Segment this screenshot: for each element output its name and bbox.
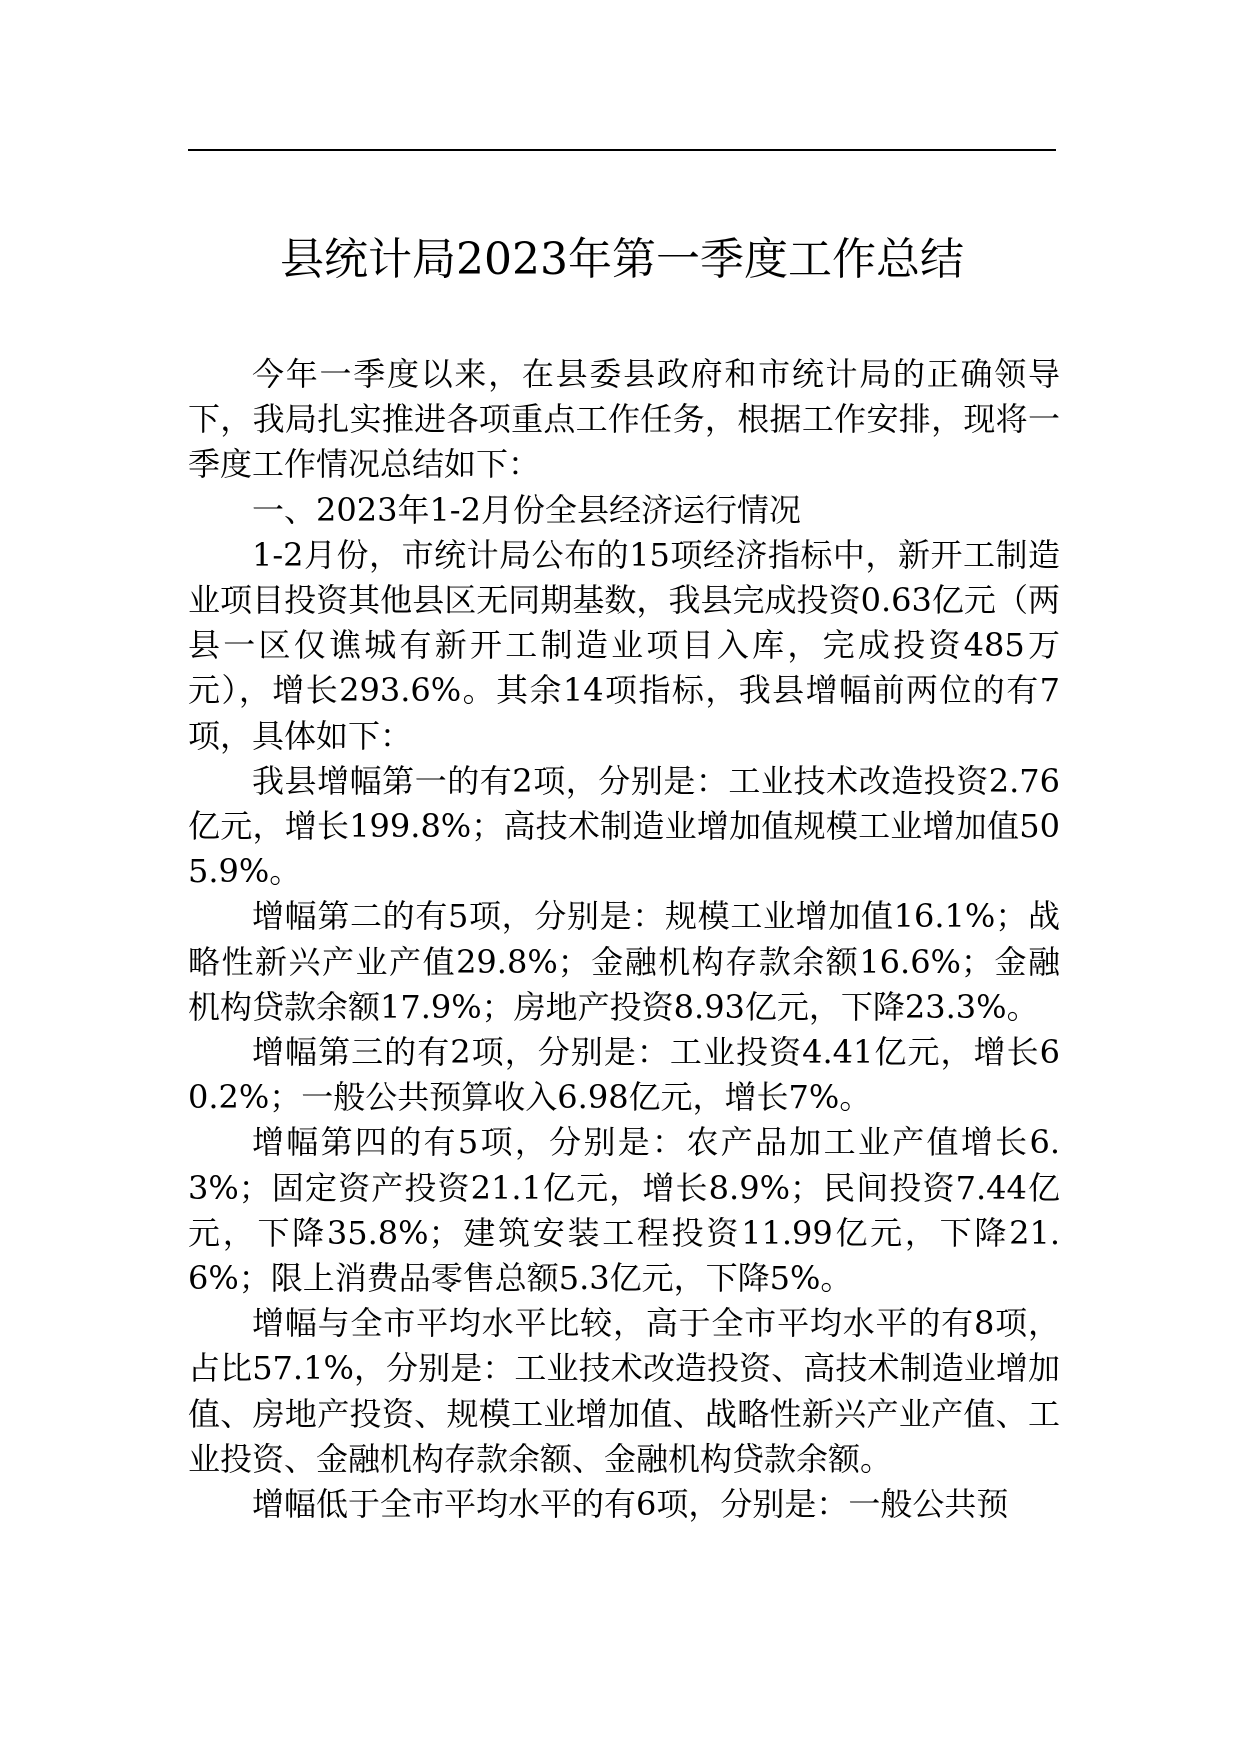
- body-paragraph: 1-2月份，市统计局公布的15项经济指标中，新开工制造业项目投资其他县区无同期基数，我县完成投资0.63亿元（两县一区仅谯城有新开工制造业项目入库，完成投资485万元），增长293.6%。其余14项指标，我县增幅前两位的有7项，具体如下：: [188, 535, 1060, 755]
- body-paragraph: 增幅与全市平均水平比较，高于全市平均水平的有8项，占比57.1%，分别是：工业技术改造投资、高技术制造业增加值、房地产投资、规模工业增加值、战略性新兴产业产值、工业投资、金融机构存款余额、金融机构贷款余额。: [188, 1304, 1060, 1478]
- document-title: 县统计局2023年第一季度工作总结: [280, 234, 964, 285]
- body-paragraph: 增幅低于全市平均水平的有6项，分别是：一般公共预: [252, 1485, 1009, 1524]
- body-paragraph: 增幅第二的有5项，分别是：规模工业增加值16.1%；战略性新兴产业产值29.8%；金融机构存款余额16.6%；金融机构贷款余额17.9%；房地产投资8.93亿元，下降23.3%。: [188, 897, 1060, 1026]
- header-rule: [188, 149, 1056, 151]
- section-heading: 一、2023年1-2月份全县经济运行情况: [252, 490, 801, 529]
- document-body: [188, 352, 1060, 1527]
- body-paragraph: 增幅第三的有2项，分别是：工业投资4.41亿元，增长60.2%；一般公共预算收入6.98亿元，增长7%。: [188, 1033, 1060, 1117]
- intro-paragraph: 今年一季度以来，在县委县政府和市统计局的正确领导下，我局扎实推进各项重点工作任务，根据工作安排，现将一季度工作情况总结如下：: [188, 355, 1060, 484]
- body-paragraph: 我县增幅第一的有2项，分别是：工业技术改造投资2.76亿元，增长199.8%；高技术制造业增加值规模工业增加值505.9%。: [188, 761, 1060, 891]
- body-paragraph: 增幅第四的有5项，分别是：农产品加工业产值增长6.3%；固定资产投资21.1亿元，增长8.9%；民间投资7.44亿元，下降35.8%；建筑安装工程投资11.99亿元，下降21.6%；限上消费品零售总额5.3亿元，下降5%。: [188, 1123, 1060, 1298]
